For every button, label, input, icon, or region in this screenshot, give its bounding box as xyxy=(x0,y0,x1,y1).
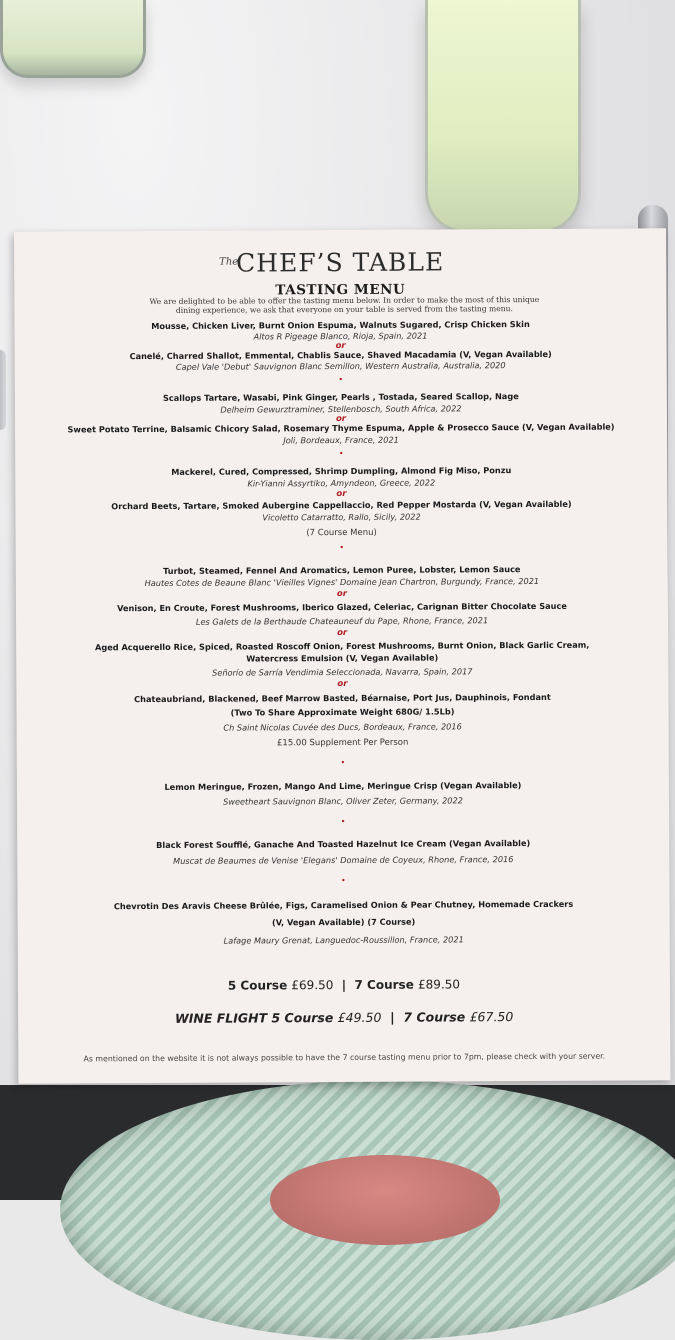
wine-5: Kir-Yianni Assyrtiko, Amyndeon, Greece, 2022 xyxy=(247,477,436,489)
seven-course-note: (7 Course Menu) xyxy=(306,527,377,539)
dish-12: Black Forest Soufflé, Ganache And Toasted Hazelnut Ice Cream (Vegan Available) xyxy=(156,838,531,850)
or-label: or xyxy=(336,488,347,500)
intro-text: We are delighted to be able to offer the tasting menu below. In order to make the most of this unique dining experience, we ask that everyone on your table is served from the tasting menu. xyxy=(149,294,540,315)
wine-flight-seven-price: £67.50 xyxy=(469,1009,514,1025)
wine-9: Señorío de Sarría Vendimia Seleccionada, Navarra, Spain, 2017 xyxy=(212,666,473,678)
wine-7: Hautes Cotes de Beaune Blanc 'Vieilles Vignes' Domaine Jean Chartron, Burgundy, France, 2021 xyxy=(144,575,540,589)
wine-flight-seven-label: 7 Course xyxy=(403,1009,466,1025)
or-label: or xyxy=(336,588,347,600)
dish-10a: Chateaubriand, Blackened, Beef Marrow Basted, Béarnaise, Port Jus, Dauphinois, Fondant xyxy=(134,691,551,705)
water-glass xyxy=(0,0,146,78)
wine-11: Sweetheart Sauvignon Blanc, Oliver Zeter, Germany, 2022 xyxy=(223,795,463,807)
finger xyxy=(270,1155,500,1245)
wine-8: Les Galets de la Berthaude Chateauneuf du Pape, Rhone, France, 2021 xyxy=(195,615,489,627)
dish-4: Sweet Potato Terrine, Balsamic Chicory Salad, Rosemary Thyme Espuma, Apple & Prosecco Sauce (V, Vegan Available) xyxy=(67,421,615,435)
dish-10b: (Two To Share Approximate Weight 680G/ 1.5Lb) xyxy=(230,706,455,718)
bullet: • xyxy=(339,542,345,553)
dish-11: Lemon Meringue, Frozen, Mango And Lime, Meringue Crisp (Vegan Available) xyxy=(164,780,522,792)
menu-card xyxy=(14,228,670,1083)
dish-13a: Chevrotin Des Aravis Cheese Brûlée, Figs, Caramelised Onion & Pear Chutney, Homemade Crackers xyxy=(113,898,574,912)
logo-prefix: The xyxy=(219,256,239,268)
dish-9b: Watercress Emulsion (V, Vegan Available) xyxy=(246,652,439,664)
dish-9a: Aged Acquerello Rice, Spiced, Roasted Roscoff Onion, Forest Mushrooms, Burnt Onion, Black Garlic Cream, xyxy=(94,639,590,653)
seven-course-label: 7 Course xyxy=(354,977,414,992)
dish-2: Canelé, Charred Shallot, Emmental, Chablis Sauce, Shaved Macadamia (V, Vegan Available) xyxy=(129,348,552,362)
five-course-label: 5 Course xyxy=(227,978,288,993)
bullet: • xyxy=(340,816,346,827)
or-label: or xyxy=(335,340,346,352)
wine-1: Altos R Pigeage Blanco, Rioja, Spain, 2021 xyxy=(253,330,428,342)
or-label: or xyxy=(337,678,348,690)
bullet: • xyxy=(338,374,344,385)
fork xyxy=(0,350,6,430)
or-label: or xyxy=(335,413,347,425)
bullet: • xyxy=(340,757,346,768)
price-separator: | xyxy=(341,977,347,993)
seven-course-price: £89.50 xyxy=(417,977,461,992)
wine-10: Ch Saint Nicolas Cuvée des Ducs, Bordeaux, France, 2016 xyxy=(223,721,462,733)
dish-13b: (V, Vegan Available) (7 Course) xyxy=(271,916,416,928)
wine-2: Capel Vale 'Debut' Sauvignon Blanc Semillon, Western Australia, Australia, 2020 xyxy=(175,360,506,372)
wine-flight-pricing xyxy=(18,1008,670,1026)
wine-flight-label: WINE FLIGHT 5 Course xyxy=(174,1010,334,1026)
bullet: • xyxy=(341,875,346,886)
wine-6: Vicoletto Catarratto, Rallo, Sicily, 2022 xyxy=(262,511,421,523)
wine-4: Joli, Bordeaux, France, 2021 xyxy=(283,434,399,446)
or-label: or xyxy=(337,627,348,639)
bullet: • xyxy=(338,448,344,459)
menu-heading: TASTING MENU xyxy=(275,281,406,299)
flight-separator: | xyxy=(390,1009,395,1025)
course-pricing xyxy=(18,976,670,993)
logo-text: CHEF’S TABLE xyxy=(236,247,445,278)
dish-1: Mousse, Chicken Liver, Burnt Onion Espuma, Walnuts Sugared, Crisp Chicken Skin xyxy=(151,319,530,331)
dish-5: Mackerel, Cured, Compressed, Shrimp Dumpling, Almond Fig Miso, Ponzu xyxy=(171,465,512,477)
dish-8: Venison, En Croute, Forest Mushrooms, Iberico Glazed, Celeriac, Carignan Bitter Chocolate Sauce xyxy=(117,600,567,614)
drink-glass xyxy=(425,0,581,233)
supplement: £15.00 Supplement Per Person xyxy=(276,737,409,749)
footer-note: As mentioned on the website it is not always possible to have the 7 course tasting menu prior to 7pm, please check with your server. xyxy=(83,1051,606,1064)
wine-3: Delheim Gewurztraminer, Stellenbosch, South Africa, 2022 xyxy=(220,403,462,415)
five-course-price: £69.50 xyxy=(291,978,334,993)
dish-3: Scallops Tartare, Wasabi, Pink Ginger, Pearls , Tostada, Seared Scallop, Nage xyxy=(162,391,519,403)
dish-7: Turbot, Steamed, Fennel And Aromatics, Lemon Puree, Lobster, Lemon Sauce xyxy=(163,564,521,576)
dish-6: Orchard Beets, Tartare, Smoked Aubergine Cappellaccio, Red Pepper Mostarda (V, Vegan Available) xyxy=(111,498,572,512)
wine-12: Muscat de Beaumes de Venise 'Elegans' Domaine de Coyeux, Rhone, France, 2016 xyxy=(173,854,514,866)
wine-flight-five-price: £49.50 xyxy=(337,1009,382,1026)
wine-13: Lafage Maury Grenat, Languedoc-Roussillon, France, 2021 xyxy=(223,934,464,946)
logo xyxy=(14,246,666,279)
